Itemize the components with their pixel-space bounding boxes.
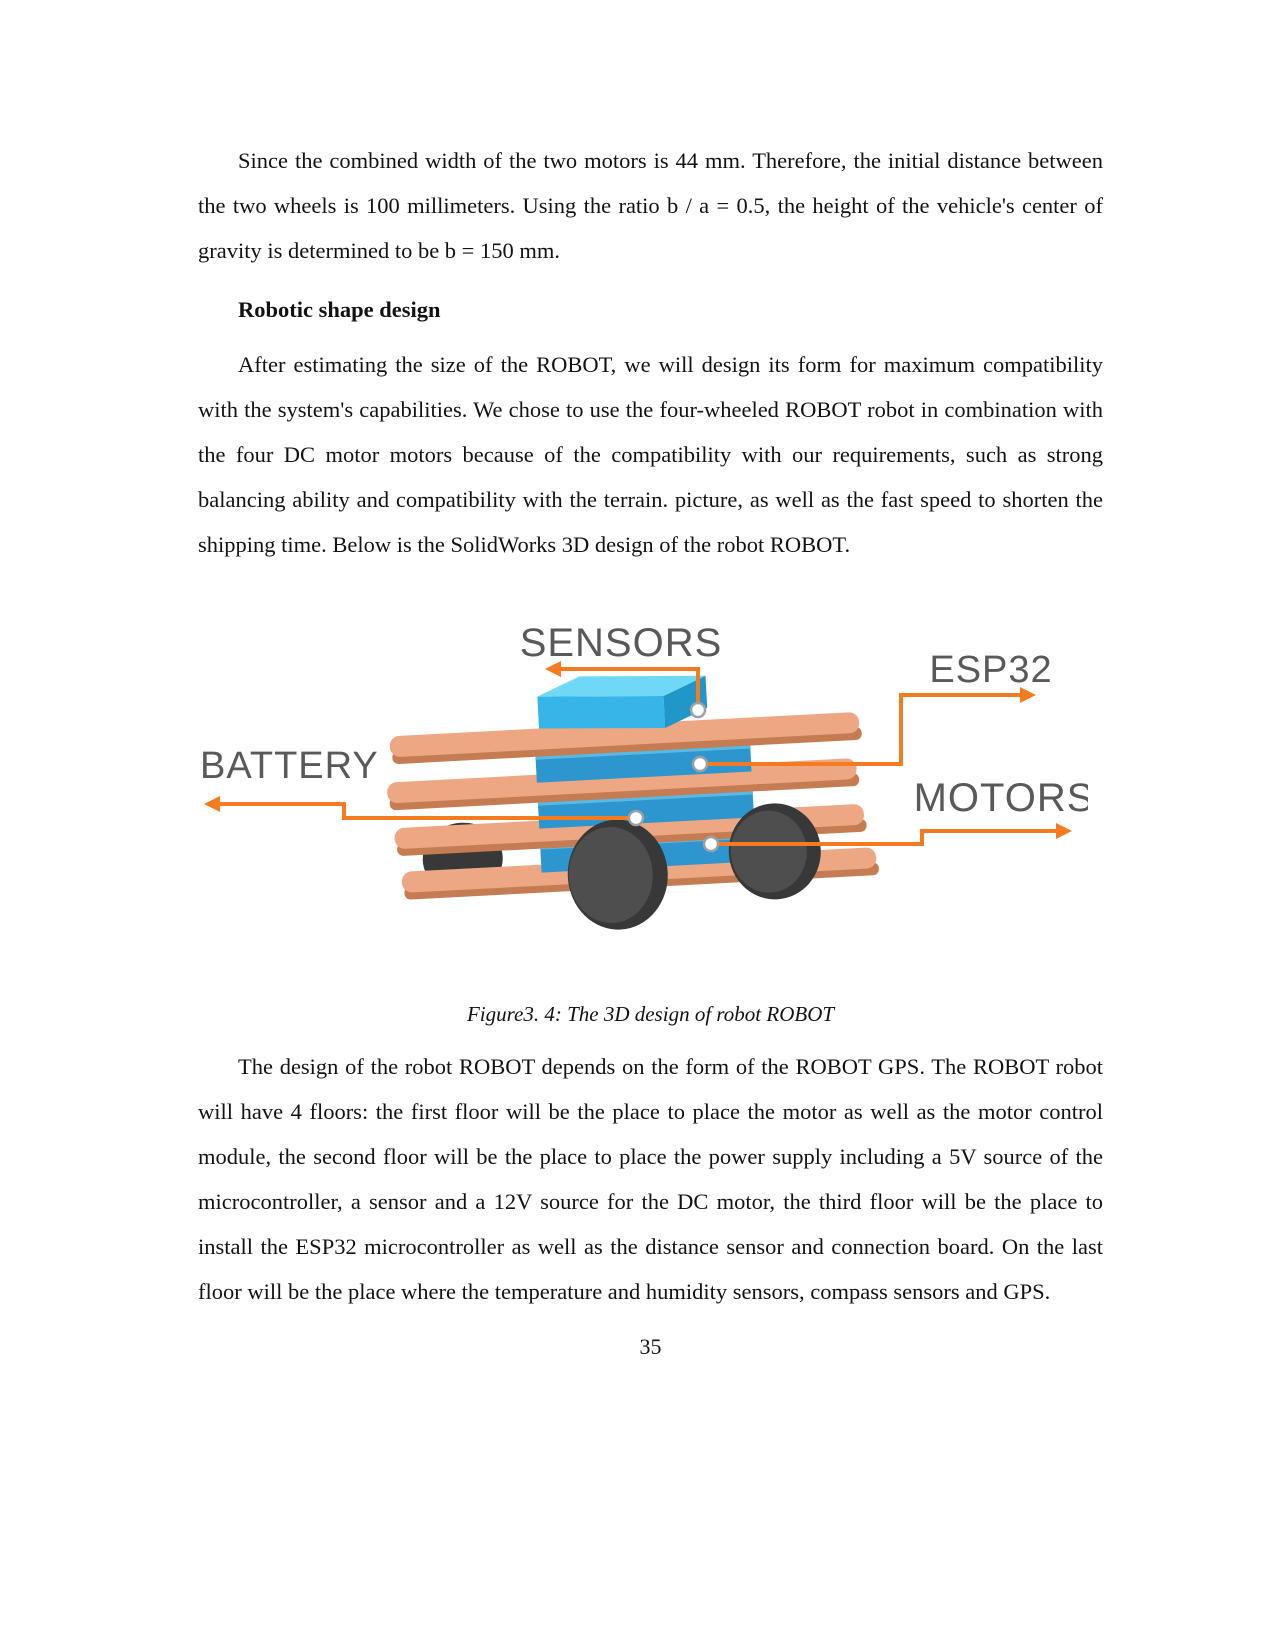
section-heading: Robotic shape design: [238, 297, 441, 322]
figure-caption: Figure3. 4: The 3D design of robot ROBOT: [466, 1002, 835, 1026]
robot-body: [382, 661, 882, 941]
paragraph-dimensions: Since the combined width of the two motors is 44 mm. Therefore, the initial distance between the two wheels is 100 millimeters. Using the ratio b / a = 0.5, the height of the vehicle's center of gravity is determined to be b = 150 mm.: [198, 148, 1103, 263]
sensors-anchor-dot: [691, 703, 705, 717]
paragraph-floors: The design of the robot ROBOT depends on the form of the ROBOT GPS. The ROBOT robot will have 4 floors: the first floor will be the place to place the motor as well as the motor control module, the second floor will be the place to place the power supply including a 5V source of the microcontroller, a sensor and a 12V source for the DC motor, the third floor will be the place to install the ESP32 microcontroller as well as the distance sensor and connection board. On the last floor will be the place where the temperature and humidity sensors, compass sensors and GPS.: [198, 1054, 1103, 1304]
page-number: 35: [639, 1334, 662, 1359]
paragraph-shape-design: After estimating the size of the ROBOT, we will design its form for maximum compatibility with the system's capabilities. We chose to use the four-wheeled ROBOT robot in combination with the four DC motor motors because of the compatibility with our requirements, such as strong balancing ability and compatibility with the terrain. picture, as well as the fast speed to shorten the shipping time. Below is the SolidWorks 3D design of the robot ROBOT.: [198, 352, 1103, 557]
page-content: [198, 138, 1103, 1362]
motors-label: MOTORS: [913, 776, 1088, 820]
battery-label: BATTERY: [200, 745, 379, 787]
motors-arrowhead-icon: [1056, 823, 1072, 839]
battery-anchor-dot: [629, 811, 643, 825]
robot-3d-figure: [198, 612, 1088, 972]
esp32-callout: [700, 649, 1053, 764]
motors-anchor-dot: [704, 837, 718, 851]
esp32-anchor-dot: [693, 757, 707, 771]
battery-arrowhead-icon: [204, 796, 220, 812]
sensors-label: SENSORS: [519, 621, 723, 665]
esp32-label: ESP32: [929, 649, 1053, 691]
figure-3-4: [198, 612, 1088, 972]
